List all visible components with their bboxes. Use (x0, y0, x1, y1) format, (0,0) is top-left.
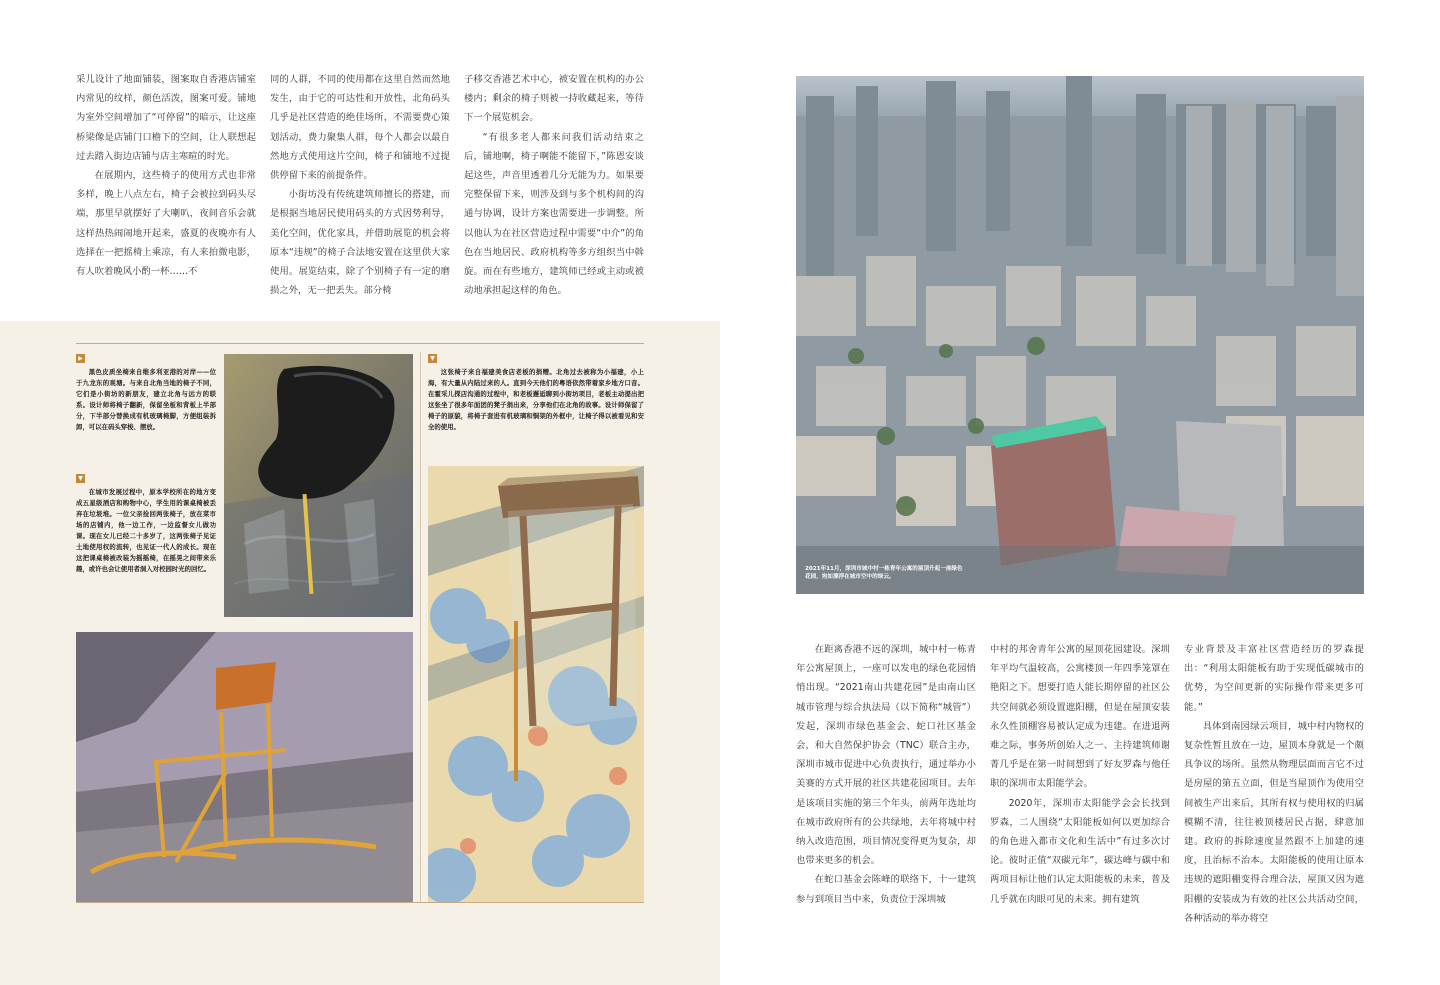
caption-arrow-icon: ▼ (428, 354, 437, 363)
right-article-column-3 (1184, 640, 1364, 928)
column-divider-rule (420, 352, 421, 902)
paragraph: 专业背景及丰富社区营造经历的罗森提出：“利用太阳能板有助于实现低碳城市的优势，为空间更新的实际操作带来更多可能。” (1184, 644, 1364, 713)
paragraph: 在距离香港不远的深圳，城中村一栋青年公寓屋顶上，一座可以发电的绿色花园悄悄出现。“2021南山共建花园”是由南山区城市管理与综合执法局（以下简称“城管”）发起，深圳市绿色基金会、蛇口社区基金会，和大自然保护协会（TNC）联合主办，深圳市城市促进中心负责执行，通过举办小美赛的方式开展的社区共建花园项目。去年是该项目实施的第三个年头，前两年选址均在城市政府所有的公共绿地，去年将城中村纳入改造范围，项目情况变得更为复杂，却也带来更多的机会。 (796, 644, 976, 867)
paragraph: 子移交香港艺术中心，被安置在机构的办公楼内；剩余的椅子则被一持收藏起来，等待下一个展览机会。 (464, 74, 644, 124)
photo-school-rocking-chair (76, 632, 413, 902)
photo-black-leather-chair (224, 354, 413, 617)
caption-stool (428, 354, 644, 433)
left-article-column-2 (270, 70, 450, 300)
paragraph: 采儿设计了地面铺装，图案取自香港店铺室内常见的纹样，颜色活泼，图案可爱。铺地为室外空间增加了“可停留”的暗示，让这座桥梁像是店铺门口檐下的空间，让人联想起过去踏入街边店铺与店主寒暄的时光。 (76, 74, 256, 162)
caption-black-chair (76, 354, 216, 433)
city-photo-caption: 2021年11月，深圳市城中村一栋青年公寓的屋顶升起一座绿色花园，宛如漂浮在城市空中的绿云。 (805, 566, 963, 580)
paragraph: 同的人群，不同的使用都在这里自然而然地发生，由于它的可达性和开放性，北角码头几乎是社区营造的绝佳场所，不需要费心策划活动，费力聚集人群，每个人都会以最自然地方式使用这片空间，椅子和铺地不过提供停留下来的前提条件。 (270, 74, 450, 182)
paragraph: 2020年，深圳市太阳能学会会长找到罗森，二人围绕“太阳能板如何以更加综合的角色进入都市文化和生活中”有过多次讨论。彼时正值“双碳元年”，碳达峰与碳中和两项目标让他们认定太阳能板的未来，普及几乎就在肉眼可见的未来。拥有建筑 (990, 797, 1170, 905)
photo-shenzhen-urban-village (796, 76, 1364, 594)
paragraph: 具体到南园绿云项目，城中村内物权的复杂性暂且放在一边，屋顶本身就是一个颇具争议的场所。虽然从物理层面而言它不过是房屋的第五立面，但是当屋顶作为使用空间被生产出来后，其所有权与使用权的归属模糊不清，往往被顶楼居民占据，肆意加建。政府的拆除速度显然跟不上加建的速度，且治标不治本。太阳能板的使用让原本违规的遮阳棚变得合理合法，屋顶又因为遮阳棚的安装成为有效的社区公共活动空间，各种活动的举办将空 (1184, 720, 1364, 924)
paragraph: “有很多老人都来问我们活动结束之后，铺地啊，椅子啊能不能留下，”陈恩安谈起这些，声音里透着几分无能为力。如果要完整保留下来，则涉及到与多个机构间的沟通与协调，设计方案也需要进一步调整。所以他认为在社区营造过程中需要“中介”的角色在当地居民、政府机构等多方组织当中斡旋。而在有些地方，建筑师已经或主动或被动地承担起这样的角色。 (464, 131, 644, 297)
caption-arrow-icon: ▼ (76, 474, 85, 483)
bottom-divider-rule (76, 902, 644, 903)
right-article-column-2 (990, 640, 1170, 909)
photo-fujian-stool (428, 466, 644, 902)
caption-text: 这张椅子来自福建美食店老板的捐赠。北角过去被称为小福建，小上海，有大量从内陆过来的人。直到今天他们的粤语依然带着家乡地方口音。在霍采儿探店沟通的过程中，和老板邂逅聊到小街坊项目，老板主动提出把这张坐了很多年面团的凳子捐出来，分享他们在北角的故事。设计师保留了椅子的原貌，将椅子套进有机玻璃和铜架的外框中，让椅子得以被看见和安全的使用。 (428, 368, 644, 431)
right-article-column-1 (796, 640, 976, 909)
caption-text: 黑色皮质坐椅来自维多利亚港的对岸——位于九龙东的观塘。与来自北角当地的椅子不同，它们是小街坊的新朋友，建立北角与远方的联系。设计师将椅子翻新，保留坐板和背板上半部分，下半部分替换成有机玻璃椅脚，方便组装拆卸，可以在码头穿梭、摆放。 (76, 368, 216, 431)
left-article-column-3 (464, 70, 644, 300)
left-article-column-1 (76, 70, 256, 281)
caption-school-chair (76, 474, 216, 575)
paragraph: 小街坊没有传统建筑师擅长的搭建，而是根据当地居民使用码头的方式因势利导，美化空间，优化家具，并借助展览的机会将原本“违规”的椅子合法地安置在这里供大家使用。展览结束，除了个别椅子有一定的磨损之外，无一把丢失。部分椅 (270, 189, 450, 297)
paragraph: 在展期内，这些椅子的使用方式也非常多样，晚上八点左右，椅子会被拉到码头尽端，那里早就摆好了大喇叭，夜间音乐会就这样热热闹闹地开起来，盛夏的夜晚亦有人选择在一把摇椅上乘凉，有人来拍微电影，有人吹着晚风小酌一杯……不 (76, 170, 256, 278)
paragraph: 中村的邦舍青年公寓的屋顶花园建设。深圳年平均气温较高，公寓楼顶一年四季笼罩在艳阳之下。想要打造人能长期停留的社区公共空间就必须设置遮阳棚，但是在屋顶安装永久性顶棚容易被认定成为违建。在进退两难之际，事务所创始人之一、主持建筑师谢菁几乎是在第一时间想到了好友罗森与他任职的深圳市太阳能学会。 (990, 644, 1170, 790)
top-divider-rule (76, 343, 644, 344)
caption-arrow-icon: ▶ (76, 354, 85, 363)
caption-text: 在城市发展过程中，原本学校所在的地方变成五星级酒店和购物中心，学生用的课桌椅被丢弃在垃圾堆。一位父亲捡回两张椅子，放在菜市场的店铺内，他一边工作，一边监督女儿做功课。现在女儿已经二十多岁了，这两张椅子见证土地使用权的流转，也见证一代人的成长。现在这把课桌椅被改装为摇摇椅，在摇晃之间带来乐趣，或许也会让使用者洞入对校园时光的回忆。 (76, 488, 216, 573)
paragraph: 在蛇口基金会陈峰的联络下，十一建筑参与到项目当中来，负责位于深圳城 (796, 874, 976, 905)
